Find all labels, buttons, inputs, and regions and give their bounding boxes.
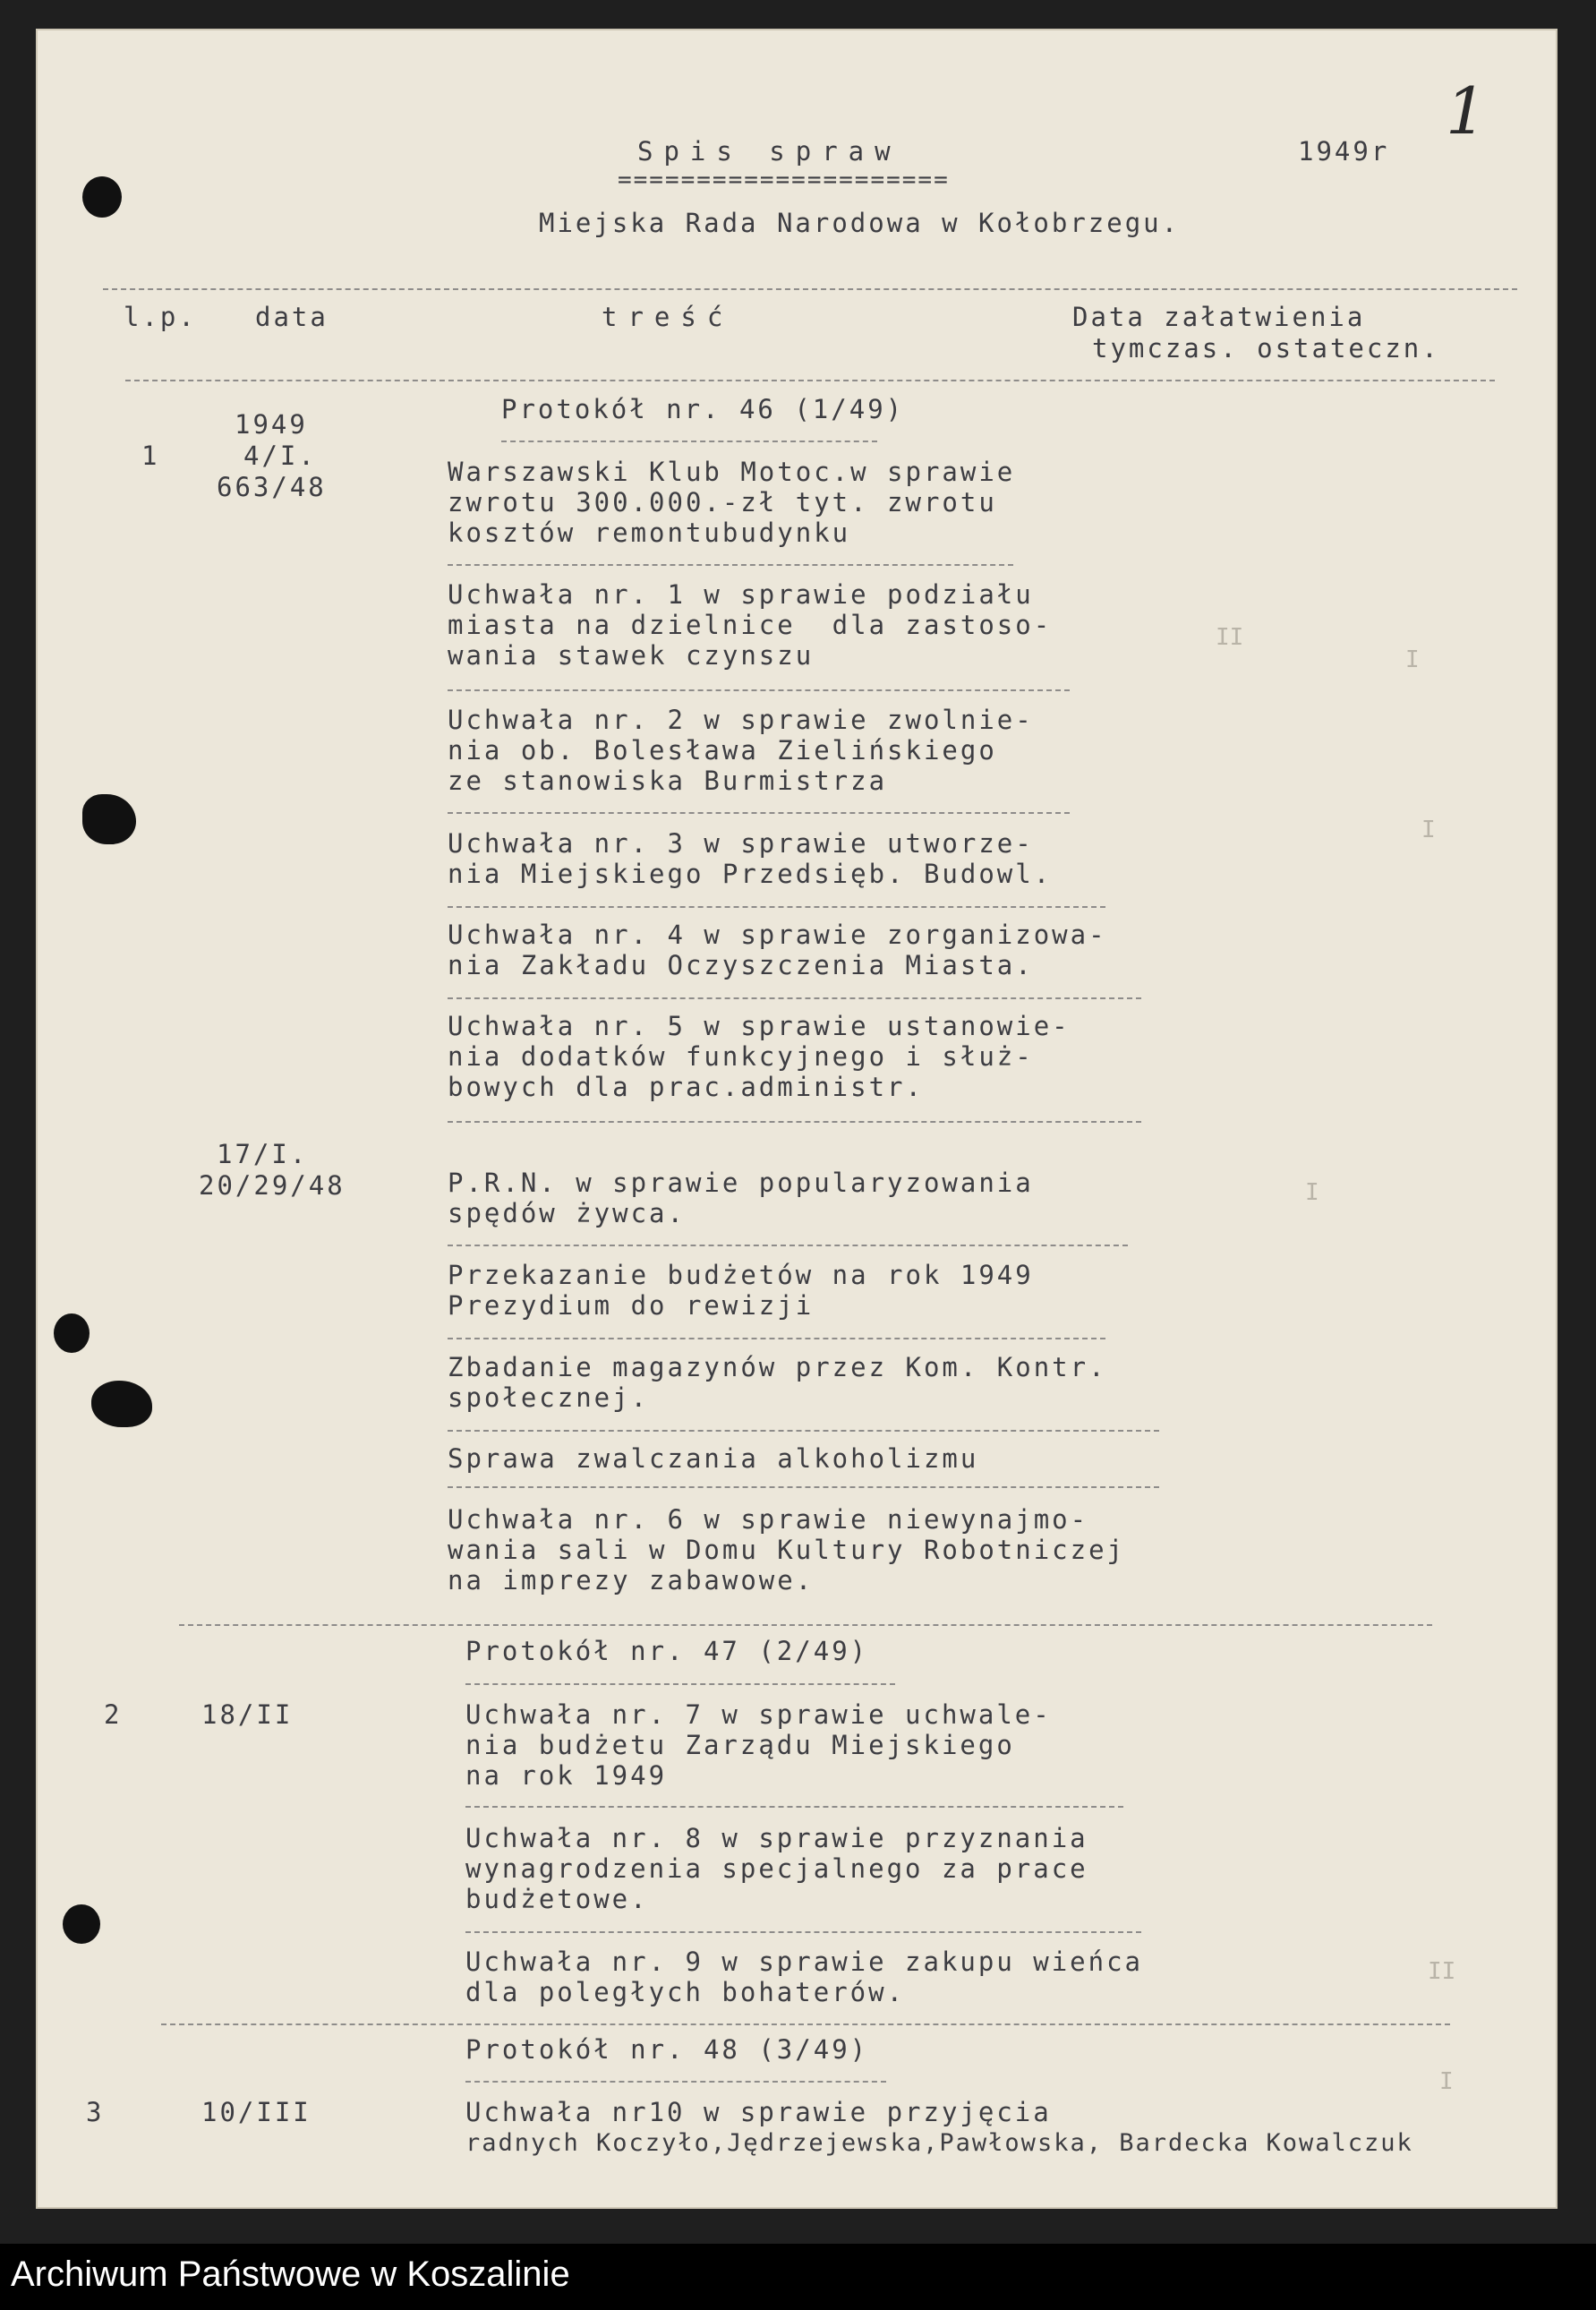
entry-line: nia ob. Bolesława Zielińskiego xyxy=(448,735,997,766)
entry-line: Uchwała nr. 6 w sprawie niewynajmo- xyxy=(448,1504,1089,1535)
entry-line: Uchwała nr. 2 w sprawie zwolnie- xyxy=(448,705,1034,735)
row-number: 3 xyxy=(86,2097,105,2127)
separator-line xyxy=(448,1245,1128,1246)
entry-date: 20/29/48 xyxy=(199,1170,346,1201)
separator-line xyxy=(448,1430,1159,1432)
separator-line xyxy=(161,2023,1450,2025)
separator-line xyxy=(103,288,1517,290)
entry-line: Uchwała nr. 5 w sprawie ustanowie- xyxy=(448,1011,1071,1041)
column-header-content: treść xyxy=(602,302,734,332)
protocol-heading: Protokół nr. 47 (2/49) xyxy=(465,1636,869,1666)
separator-line xyxy=(448,1121,1141,1123)
entry-line: nia Miejskiego Przedsięb. Budowl. xyxy=(448,859,1053,889)
entry-line: Przekazanie budżetów na rok 1949 xyxy=(448,1260,1034,1290)
entry-line: bowych dla prac.administr. xyxy=(448,1072,924,1102)
organization-name: Miejska Rada Narodowa w Kołobrzegu. xyxy=(539,208,1181,238)
punch-hole xyxy=(82,794,136,844)
row-number: 2 xyxy=(104,1699,123,1730)
entry-line: na rok 1949 xyxy=(465,1760,668,1791)
entry-line: nia dodatków funkcyjnego i służ- xyxy=(448,1041,1034,1072)
column-header-date: data xyxy=(255,302,329,332)
separator-line xyxy=(448,689,1070,691)
separator-line xyxy=(501,441,877,442)
entry-line: Uchwała nr10 w sprawie przyjęcia xyxy=(465,2097,1052,2127)
entry-date: 18/II xyxy=(201,1699,294,1730)
entry-line: spędów żywca. xyxy=(448,1198,686,1228)
separator-line xyxy=(465,1683,895,1685)
column-header-settlement-types: tymczas. ostateczn. xyxy=(1092,333,1440,364)
entry-date: 4/I. xyxy=(243,441,317,471)
entry-line: zwrotu 300.000.-zł tyt. zwrotu xyxy=(448,487,997,518)
punch-hole xyxy=(63,1904,100,1944)
archive-name: Archiwum Państwowe w Koszalinie xyxy=(11,2254,570,2294)
column-header-lp: l.p. xyxy=(124,302,197,332)
punch-hole xyxy=(82,176,122,218)
entry-line: Warszawski Klub Motoc.w sprawie xyxy=(448,457,1016,487)
entry-line: kosztów remontubudynku xyxy=(448,518,851,548)
entry-line: Prezydium do rewizji xyxy=(448,1290,815,1321)
entry-date: 1949 xyxy=(235,409,308,440)
punch-hole xyxy=(91,1381,152,1427)
entry-line: wania stawek czynszu xyxy=(448,640,815,671)
folio-number: 1 xyxy=(1446,73,1487,149)
separator-line xyxy=(448,1338,1105,1339)
entry-line: nia budżetu Zarządu Miejskiego xyxy=(465,1730,1015,1760)
entry-line: Uchwała nr. 8 w sprawie przyznania xyxy=(465,1823,1088,1853)
protocol-heading: Protokół nr. 46 (1/49) xyxy=(501,394,905,424)
separator-line xyxy=(125,380,1495,381)
entry-line: na imprezy zabawowe. xyxy=(448,1565,815,1596)
entry-line: radnych Koczyło,Jędrzejewska,Pawłowska, Bardecka Kowalczuk xyxy=(465,2129,1413,2157)
entry-line: Zbadanie magazynów przez Kom. Kontr. xyxy=(448,1352,1107,1382)
margin-mark: II xyxy=(1216,624,1244,651)
column-header-settlement: Data załatwienia xyxy=(1072,302,1366,332)
separator-line xyxy=(448,906,1105,908)
separator-line xyxy=(448,564,1013,566)
entry-line: ze stanowiska Burmistrza xyxy=(448,766,888,796)
margin-mark: I xyxy=(1405,646,1420,673)
entry-line: Uchwała nr. 9 w sprawie zakupu wieńca xyxy=(465,1946,1144,1977)
separator-line xyxy=(448,997,1141,999)
entry-line: Sprawa zwalczania alkoholizmu xyxy=(448,1443,979,1474)
entry-line: społecznej. xyxy=(448,1382,650,1413)
separator-line xyxy=(179,1624,1432,1626)
separator-line xyxy=(465,1931,1141,1933)
entry-line: P.R.N. w sprawie popularyzowania xyxy=(448,1168,1034,1198)
punch-hole xyxy=(54,1313,90,1353)
margin-mark: II xyxy=(1428,1958,1456,1985)
entry-line: dla poległych bohaterów. xyxy=(465,1977,906,2007)
entry-line: miasta na dzielnice dla zastoso- xyxy=(448,610,1053,640)
entry-line: wynagrodzenia specjalnego za prace xyxy=(465,1853,1088,1884)
separator-line xyxy=(465,2081,886,2083)
entry-date: 17/I. xyxy=(217,1139,309,1169)
entry-line: wania sali w Domu Kultury Robotniczej xyxy=(448,1535,1126,1565)
entry-line: budżetowe. xyxy=(465,1884,649,1914)
title-underline: ===================== xyxy=(618,167,950,193)
margin-mark: I xyxy=(1305,1179,1319,1206)
separator-line xyxy=(448,812,1070,814)
entry-line: Uchwała nr. 1 w sprawie podziału xyxy=(448,579,1034,610)
archive-footer xyxy=(0,2244,1596,2310)
entry-date: 663/48 xyxy=(217,472,327,502)
separator-line xyxy=(448,1486,1159,1488)
protocol-heading: Protokół nr. 48 (3/49) xyxy=(465,2034,869,2065)
margin-mark: I xyxy=(1421,817,1436,843)
margin-mark: I xyxy=(1439,2068,1454,2095)
document-year: 1949r xyxy=(1298,136,1390,167)
document-page xyxy=(36,29,1558,2209)
entry-date: 10/III xyxy=(201,2097,312,2127)
separator-line xyxy=(465,1806,1123,1808)
entry-line: nia Zakładu Oczyszczenia Miasta. xyxy=(448,950,1034,980)
entry-line: Uchwała nr. 3 w sprawie utworze- xyxy=(448,828,1034,859)
entry-line: Uchwała nr. 7 w sprawie uchwale- xyxy=(465,1699,1052,1730)
row-number: 1 xyxy=(141,441,160,471)
document-title: Spis spraw xyxy=(637,136,901,167)
entry-line: Uchwała nr. 4 w sprawie zorganizowa- xyxy=(448,920,1107,950)
